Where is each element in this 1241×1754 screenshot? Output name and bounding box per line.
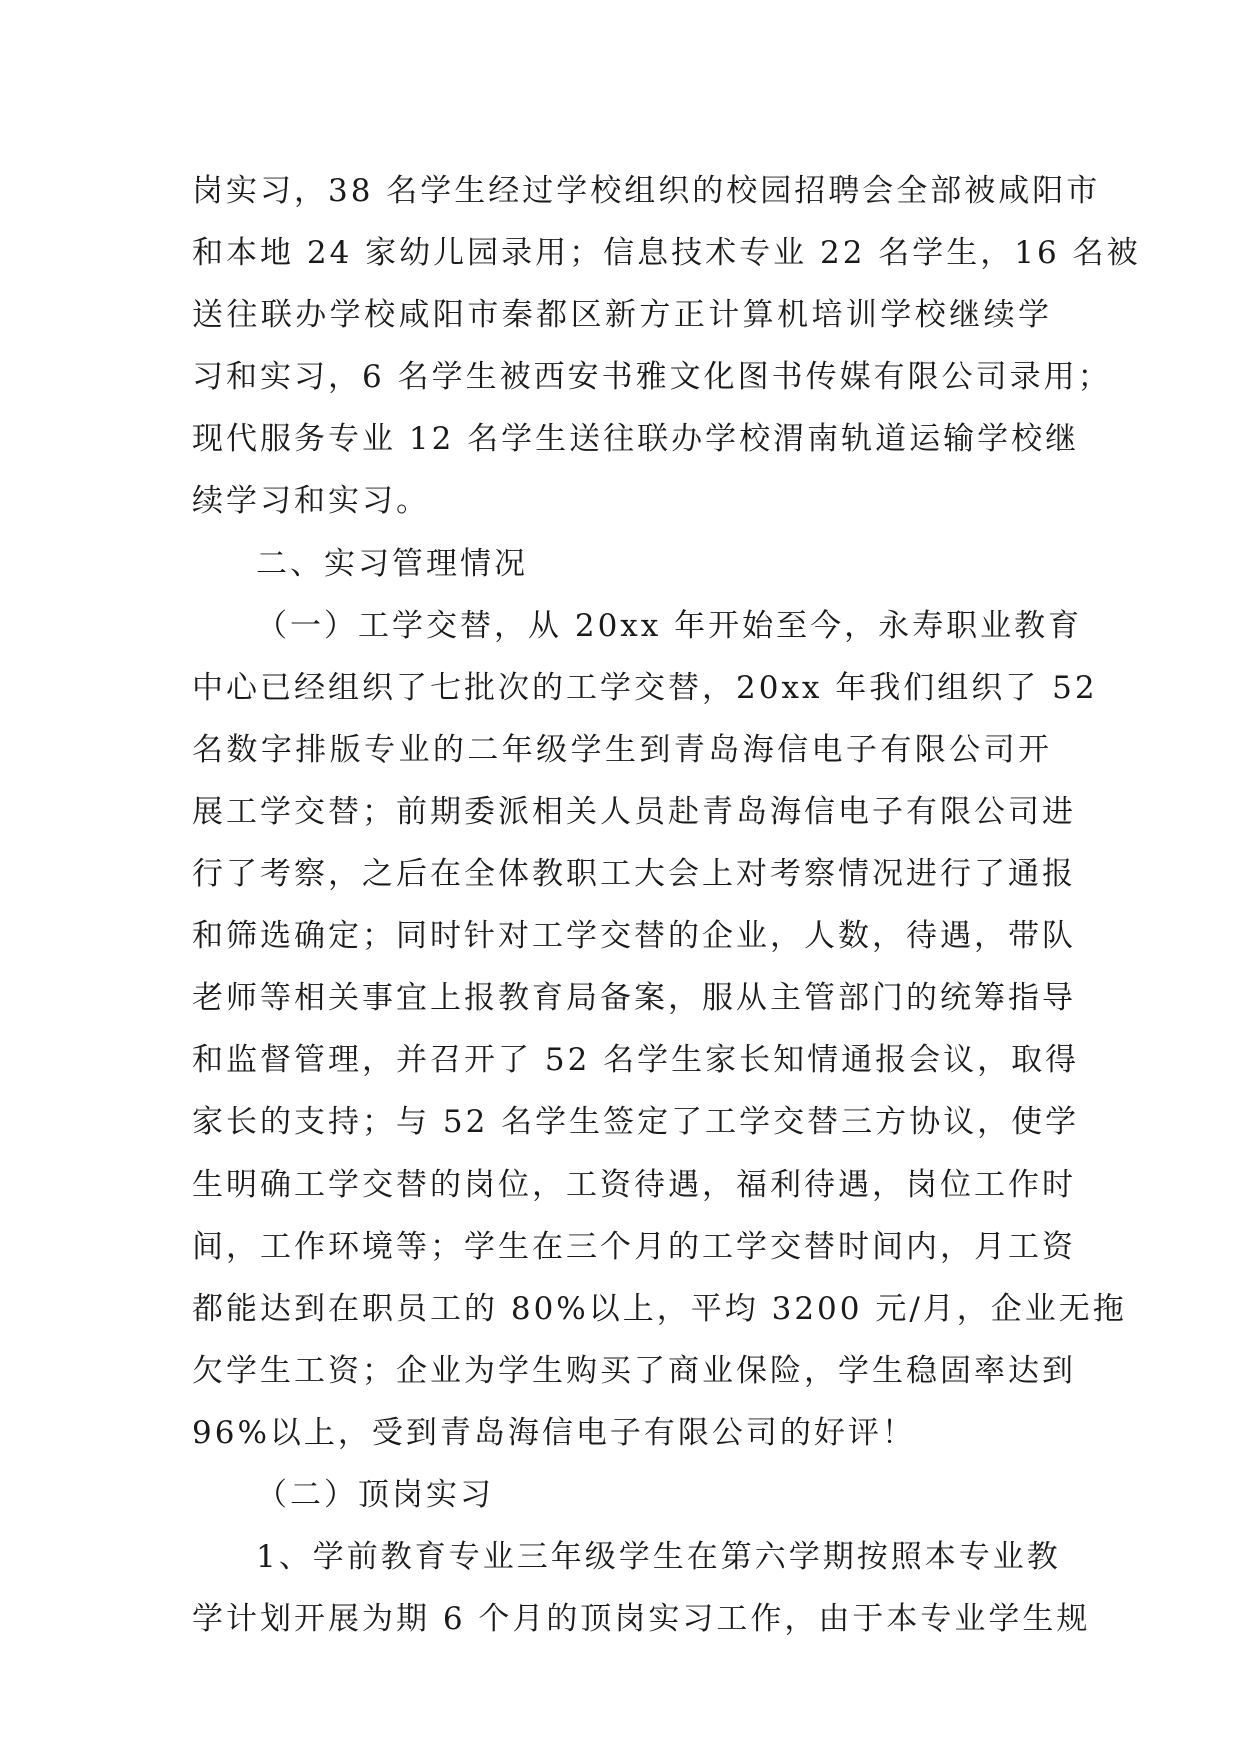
- text-line: 二、实习管理情况: [256, 545, 528, 582]
- text-line: 和筛选确定；同时针对工学交替的企业，人数，待遇，带队: [192, 918, 1076, 955]
- text-line: （二）顶岗实习: [256, 1476, 494, 1513]
- text-line: 现代服务专业 12 名学生送往联办学校渭南轨道运输学校继: [192, 421, 1080, 458]
- text-line: 岗实习，38 名学生经过学校组织的校园招聘会全部被咸阳市: [192, 173, 1101, 209]
- text-line: 老师等相关事宜上报教育局备案，服从主管部门的统筹指导: [192, 980, 1076, 1017]
- text-line: 和监督管理，并召开了 52 名学生家长知情通报会议，取得: [192, 1042, 1080, 1079]
- text-line: 96%以上，受到青岛海信电子有限公司的好评！: [192, 1414, 916, 1451]
- text-line: 和本地 24 家幼儿园录用；信息技术专业 22 名学生，16 名被: [192, 235, 1141, 272]
- text-line: 欠学生工资；企业为学生购买了商业保险，学生稳固率达到: [192, 1352, 1076, 1389]
- text-line: 行了考察，之后在全体教职工大会上对考察情况进行了通报: [192, 856, 1076, 893]
- text-line: 生明确工学交替的岗位，工资待遇，福利待遇，岗位工作时: [192, 1166, 1076, 1203]
- text-line: 间，工作环境等；学生在三个月的工学交替时间内，月工资: [192, 1228, 1076, 1265]
- text-line: 习和实习，6 名学生被西安书雅文化图书传媒有限公司录用；: [192, 359, 1112, 396]
- text-line: （一）工学交替，从 20xx 年开始至今，永寿职业教育: [256, 607, 1083, 644]
- text-line: 都能达到在职员工的 80%以上，平均 3200 元/月，企业无拖: [192, 1290, 1127, 1327]
- body-text: [192, 160, 1141, 1650]
- text-line: 学计划开展为期 6 个月的顶岗实习工作，由于本专业学生规: [192, 1601, 1091, 1638]
- text-line: 展工学交替；前期委派相关人员赴青岛海信电子有限公司进: [192, 793, 1076, 830]
- text-line: 名数字排版专业的二年级学生到青岛海信电子有限公司开: [192, 731, 1052, 768]
- text-line: 家长的支持；与 52 名学生签定了工学交替三方协议，使学: [192, 1104, 1080, 1141]
- text-line: 1、学前教育专业三年级学生在第六学期按照本专业教: [256, 1539, 1061, 1576]
- text-line: 中心已经组织了七批次的工学交替，20xx 年我们组织了 52: [192, 669, 1098, 706]
- text-line: 送往联办学校咸阳市秦都区新方正计算机培训学校继续学: [192, 297, 1052, 334]
- text-line: 续学习和实习。: [192, 483, 430, 520]
